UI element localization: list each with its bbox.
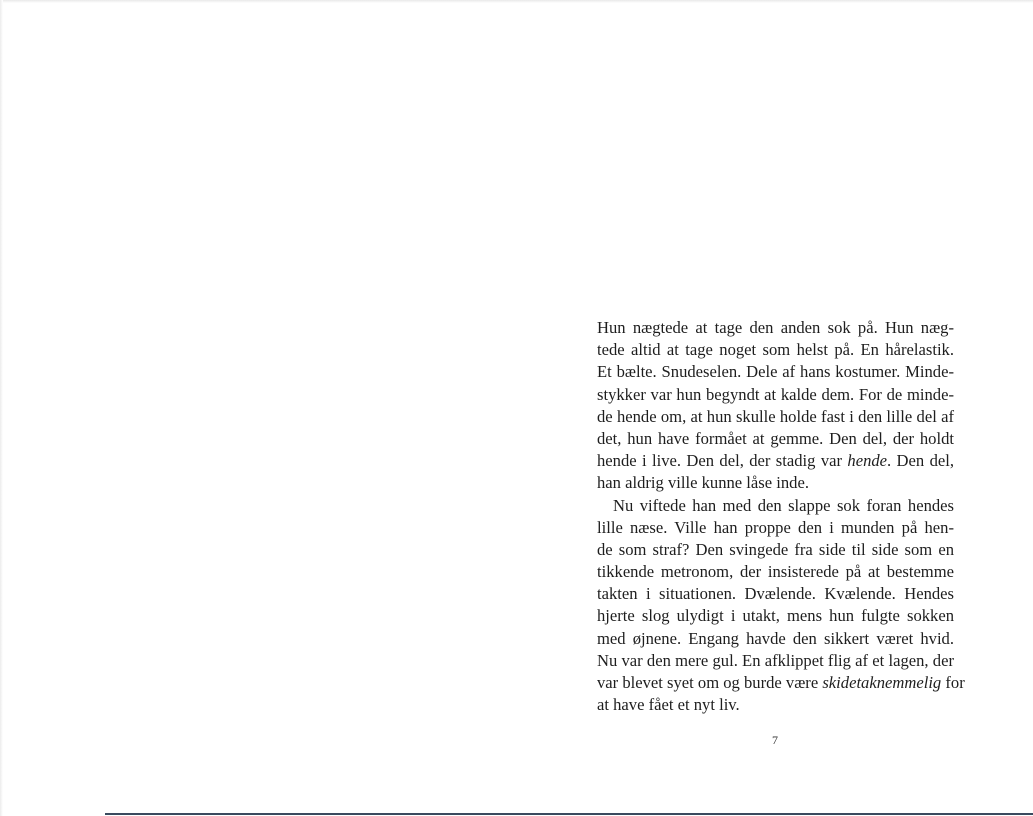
italic-text: hende — [847, 451, 888, 471]
text-segment: . Den del, — [887, 451, 955, 471]
text-line: de hende om, at hun skulle holde fast i den lille del af — [597, 406, 954, 426]
paragraph-2 — [597, 495, 965, 717]
left-edge-shadow — [0, 0, 3, 816]
text-line: med øjnene. Engang havde den sikkert været hvid. — [597, 628, 954, 648]
text-segment: hende i live. Den del, der stadig var — [597, 451, 848, 471]
text-line: hjerte slog ulydigt i utakt, mens hun fulgte sokken — [597, 606, 954, 626]
text-segment: var blevet syet om og burde være — [597, 673, 823, 692]
text-line: Nu var den mere gul. En afklippet flig af et lagen, der — [597, 650, 954, 670]
paragraph-1 — [597, 317, 954, 495]
page-number: 7 — [772, 733, 778, 747]
bottom-border-rule — [105, 813, 1033, 815]
text-line: han aldrig ville kunne låse inde. — [597, 473, 809, 493]
text-line: at have fået et nyt liv. — [597, 695, 740, 715]
top-edge-shadow — [0, 0, 1033, 3]
text-line: tikkende metronom, der insisterede på at bestemme — [597, 562, 954, 582]
text-line — [597, 672, 965, 694]
italic-text: skidetaknemmelig — [822, 673, 942, 692]
text-line: Hun nægtede at tage den anden sok på. Hun næg- — [597, 318, 954, 337]
text-line: tede altid at tage noget som helst på. En hårelastik. — [597, 340, 954, 360]
body-text — [597, 317, 965, 716]
text-line: stykker var hun begyndt at kalde dem. For de minde- — [597, 384, 954, 404]
text-line: det, hun have formået at gemme. Den del, der holdt — [597, 428, 954, 448]
text-line: takten i situationen. Dvælende. Kvælende. Hendes — [597, 584, 954, 604]
text-line — [597, 450, 954, 472]
text-line: lille næse. Ville han proppe den i munden på hen- — [597, 517, 954, 537]
text-line: de som straf? Den svingede fra side til side som en — [597, 539, 954, 559]
text-segment: for — [941, 673, 965, 692]
text-line: Et bælte. Snudeselen. Dele af hans kostumer. Minde- — [597, 362, 954, 382]
text-line: Nu viftede han med den slappe sok foran hendes — [613, 495, 954, 515]
